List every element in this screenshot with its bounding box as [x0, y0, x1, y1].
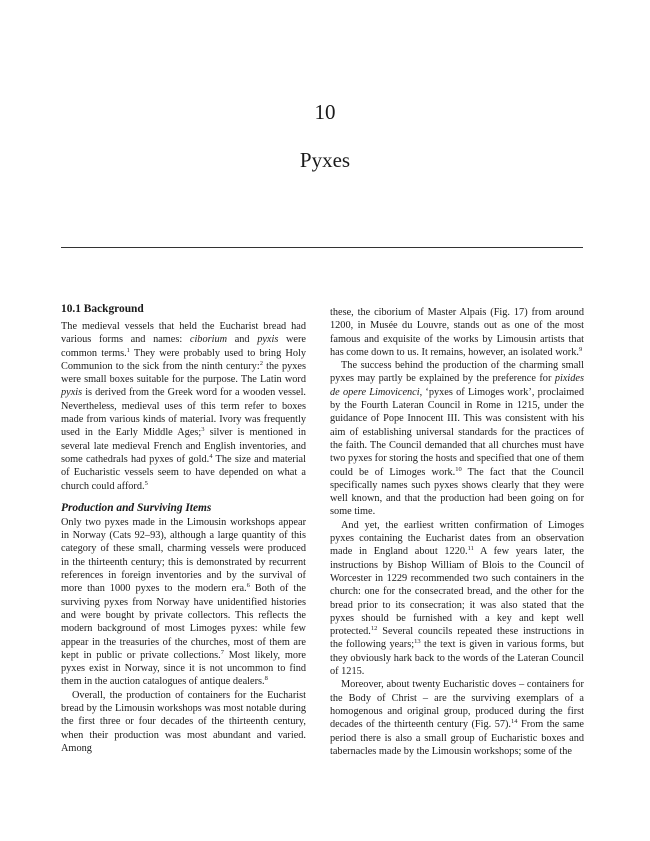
text-run: Moreover, about twenty Eucharistic doves – containers for the Body of Christ – are the surviving exemplars of a homogenous and original group, produced during the first decades of the thirteenth century (Fig. 57). — [330, 679, 584, 731]
text-run: were common terms. — [61, 334, 306, 359]
text-run: silver is mentioned in several late medieval French and English inventories, and some cathedrals had pyxes of gold. — [61, 427, 306, 465]
subsection-heading-production: Production and Surviving Items — [61, 501, 212, 514]
paragraph-lateran-council — [330, 359, 584, 519]
paragraph-written-confirmation — [330, 519, 584, 679]
text-run: is derived from the Greek word for a wooden vessel. Nevertheless, medieval uses of this term refer to boxes made from various kinds of material. Ivory was frequently used in the Early Middle Ages; — [61, 387, 306, 439]
footnote-ref[interactable]: 1 — [126, 346, 130, 354]
footnote-ref[interactable]: 13 — [414, 638, 421, 646]
footnote-ref[interactable]: 11 — [467, 545, 474, 553]
term-ciborium: ciborium — [189, 334, 228, 346]
footnote-ref[interactable]: 9 — [578, 345, 583, 353]
chapter-divider — [61, 247, 583, 248]
text-run: Only two pyxes made in the Limousin workshops appear in Norway (Cats 92–93), although a large quantity of this category of these small, charming vessels were produced in the thirteenth century; this is demonstrated by recurrent references in foreign inventories and by the survival of more than 1000 pyxes to the modern era. — [61, 516, 306, 595]
footnote-ref[interactable]: 14 — [511, 718, 518, 726]
paragraph-ciborium — [330, 306, 584, 359]
footnote-ref[interactable]: 2 — [259, 359, 263, 367]
text-run: and — [227, 334, 258, 346]
text-run: the text is given in various forms, but they obviously hark back to the words of the Lateran Council of 1215. — [330, 639, 585, 678]
text-run: Most likely, more pyxes exist in Norway, since it is not uncommon to find them in the auction catalogues of antique dealers. — [61, 649, 306, 688]
paragraph-eucharistic-doves — [330, 678, 584, 758]
text-run: The size and material of Eucharistic vessels seem to have depended on what a church could afford. — [61, 453, 306, 492]
footnote-ref[interactable]: 3 — [201, 426, 205, 434]
paragraph-overall: Overall, the production of containers for the Eucharist bread by the Limousin workshops was most notable during the first three or four decades of the thirteenth century, when their production was most abundant and varied. Among — [61, 689, 306, 754]
text-run: They were probably used to bring Holy Communion to the sick from the ninth century: — [61, 347, 306, 372]
paragraph-production — [61, 516, 306, 689]
footnote-ref[interactable]: 6 — [246, 582, 250, 590]
footnote-ref[interactable]: 8 — [264, 675, 268, 683]
chapter-number: 10 — [314, 100, 336, 124]
section-heading-background: 10.1 Background — [61, 303, 144, 315]
term-pyxis: pyxis — [61, 387, 83, 399]
footnote-ref[interactable]: 4 — [209, 452, 213, 460]
paragraph-background — [61, 320, 306, 493]
text-run: A few years later, the instructions by Bishop William of Blois to the Council of Worcester in 1229 recommended two such containers in the church: one for the consecrated bread, and the other for the bread prior to its consecration; it was also stated that the pyxes should be furnished with a key and kept well protected. — [330, 546, 584, 638]
text-run: these, the ciborium of Master Alpais (Fig. 17) from around 1200, in Musée du Louvre, stands out as one of the most famous and exquisite of the works by Limousin artists that has come down to us. It remains, however, an isolated work. — [330, 307, 584, 358]
footnote-ref[interactable]: 12 — [370, 625, 378, 633]
right-column — [330, 306, 584, 758]
text-run: The success behind the production of the charming small pyxes may partly be explained by the preference for — [330, 360, 584, 385]
text-run: Several councils repeated these instructions in the following years; — [330, 626, 584, 651]
text-run: From the same period there is also a small group of Eucharistic boxes and tabernacles made by the Limousin workshops; some of the — [330, 719, 584, 757]
left-column — [61, 302, 306, 755]
latin-phrase: pixides de opere Limovicenci — [330, 373, 584, 398]
text-run: The medieval vessels that held the Eucharist bread had various forms and names: — [61, 321, 306, 346]
text-run: And yet, the earliest written confirmation of Limoges pyxes containing the Eucharist dates from an observation made in England about 1220. — [330, 519, 584, 558]
text-run: , ‘pyxes of Limoges work’, proclaimed by the Fourth Lateran Council in Rome in 1215, under the guidance of Pope Innocent III. This was consistent with his aim of establishing universal standards for the practices of the faith. The Council demanded that all churches must have two pyxes for storing the hosts and specified that one of them could be of Limoges work. — [330, 386, 584, 478]
footnote-ref[interactable]: 10 — [455, 465, 462, 473]
text-run: Both of the surviving pyxes from Norway have unidentified histories and were bought by private collectors. This reflects the modern background of most Limoges pyxes: while few appear in the treasuries of the churches, most of them are kept in public or private collections. — [61, 583, 307, 661]
text-run: the pyxes were small boxes suitable for the purpose. The Latin word — [61, 360, 306, 386]
text-run: The fact that the Council specifically names such pyxes shows clearly that they were well known, and that the production had been going on for some time. — [330, 466, 584, 518]
chapter-title: Pyxes — [299, 148, 351, 172]
footnote-ref[interactable]: 7 — [220, 648, 224, 656]
term-pyxis: pyxis — [257, 334, 279, 346]
footnote-ref[interactable]: 5 — [144, 479, 148, 487]
